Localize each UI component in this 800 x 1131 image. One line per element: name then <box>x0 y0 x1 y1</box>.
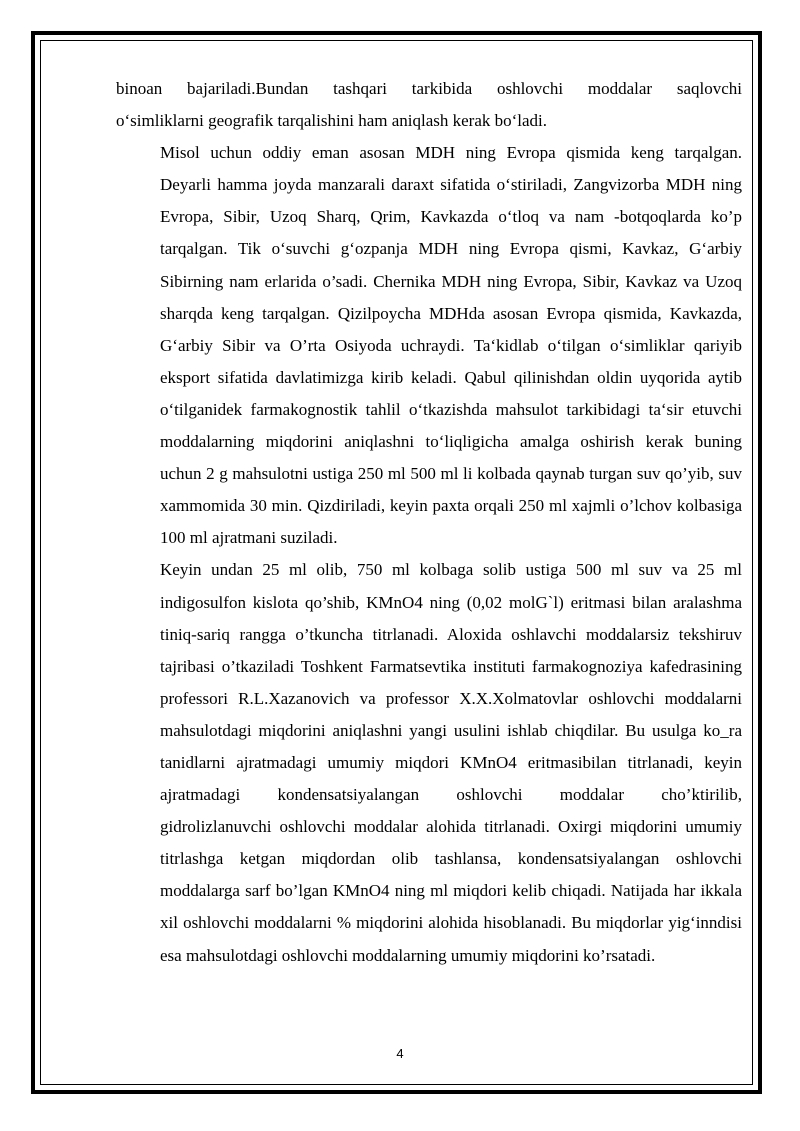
text-line: tarqalgan. Tik o‘suvchi g‘ozpanja MDH ning Evropa qismi, Kavkaz, G‘arbiy <box>160 239 742 259</box>
text-line: binoan bajariladi.Bundan tashqari tarkibida oshlovchi moddalar saqlovchi <box>116 79 742 98</box>
text-line: esa mahsulotdagi oshlovchi moddalarning umumiy miqdorini ko’rsatadi. <box>160 945 656 965</box>
text-line: Misol uchun oddiy eman asosan MDH ning Evropa qismida keng tarqalgan. <box>160 143 742 163</box>
text-line: moddalarning miqdorini aniqlashni to‘liqligicha amalga oshirish kerak buning <box>160 432 742 452</box>
text-line: o‘tilganidek farmakognostik tahlil o‘tkazishda mahsulot tarkibidagi ta‘sir etuvchi <box>160 399 742 419</box>
text-line: xil oshlovchi moddalarni % miqdorini alohida hisoblanadi. Bu miqdorlar yig‘inndisi <box>160 913 742 933</box>
text-line: professori R.L.Xazanovich va professor X.X.Xolmatovlar oshlovchi moddalarni <box>160 688 742 708</box>
text-line: tanidlarni ajratmadagi umumiy miqdori KMnO4 eritmasibilan titrlanadi, keyin <box>160 752 742 772</box>
page-number: 4 <box>396 1046 404 1061</box>
text-line: ajratmadagi kondensatsiyalangan oshlovchi moddalar cho’ktirilib, <box>160 785 742 805</box>
text-line: Evropa, Sibir, Uzoq Sharq, Qrim, Kavkazda o‘tloq va nam -botqoqlarda ko’p <box>160 207 742 227</box>
text-line: 100 ml ajratmani suziladi. <box>160 528 338 548</box>
text-line: sharqda keng tarqalgan. Qizilpoycha MDHda asosan Evropa qismida, Kavkazda, <box>160 303 742 323</box>
text-line: G‘arbiy Sibir va O’rta Osiyoda uchraydi. Ta‘kidlab o‘tilgan o‘simliklar qariyib <box>160 335 742 355</box>
paragraph-1 <box>116 73 742 137</box>
text-line: o‘simliklarni geografik tarqalishini ham aniqlash kerak bo‘ladi. <box>116 111 548 131</box>
text-line: Deyarli hamma joyda manzarali daraxt sifatida o‘stiriladi, Zangvizorba MDH ning <box>160 175 742 195</box>
text-line: mahsulotdagi miqdorini aniqlashni yangi usulini ishlab chiqdilar. Bu usulga ko_ra <box>160 720 742 740</box>
text-line: eksport sifatida davlatimizga kirib keladi. Qabul qilinishdan oldin uyqorida aytib <box>160 367 742 387</box>
text-line: xammomida 30 min. Qizdiriladi, keyin paxta orqali 250 ml xajmli o’lchov kolbasiga <box>160 496 742 516</box>
text-line: gidrolizlanuvchi oshlovchi moddalar alohida titrlanadi. Oxirgi miqdorini umumiy <box>160 817 742 837</box>
text-line: moddalarga sarf bo’lgan KMnO4 ning ml miqdori kelib chiqadi. Natijada har ikkala <box>160 881 742 901</box>
text-line: titrlashga ketgan miqdordan olib tashlansa, kondensatsiyalangan oshlovchi <box>160 849 742 869</box>
text-line: indigosulfon kislota qo’shib, KMnO4 ning (0,02 molG`l) eritmasi bilan aralashma <box>160 592 742 612</box>
paragraph-2 <box>116 137 742 554</box>
text-line: uchun 2 g mahsulotni ustiga 250 ml 500 ml li kolbada qaynab turgan suv qo’yib, suv <box>160 464 742 484</box>
document-body <box>116 73 742 972</box>
text-line: Keyin undan 25 ml olib, 750 ml kolbaga solib ustiga 500 ml suv va 25 ml <box>160 560 742 580</box>
paragraph-3 <box>116 554 742 971</box>
text-line: tajribasi o’tkaziladi Toshkent Farmatsevtika instituti farmakognoziya kafedrasining <box>160 656 742 676</box>
text-line: Sibirning nam erlarida o’sadi. Chernika MDH ning Evropa, Sibir, Kavkaz va Uzoq <box>160 271 742 291</box>
text-line: tiniq-sariq rangga o’tkuncha titrlanadi. Aloxida oshlavchi moddalarsiz tekshiruv <box>160 624 742 644</box>
